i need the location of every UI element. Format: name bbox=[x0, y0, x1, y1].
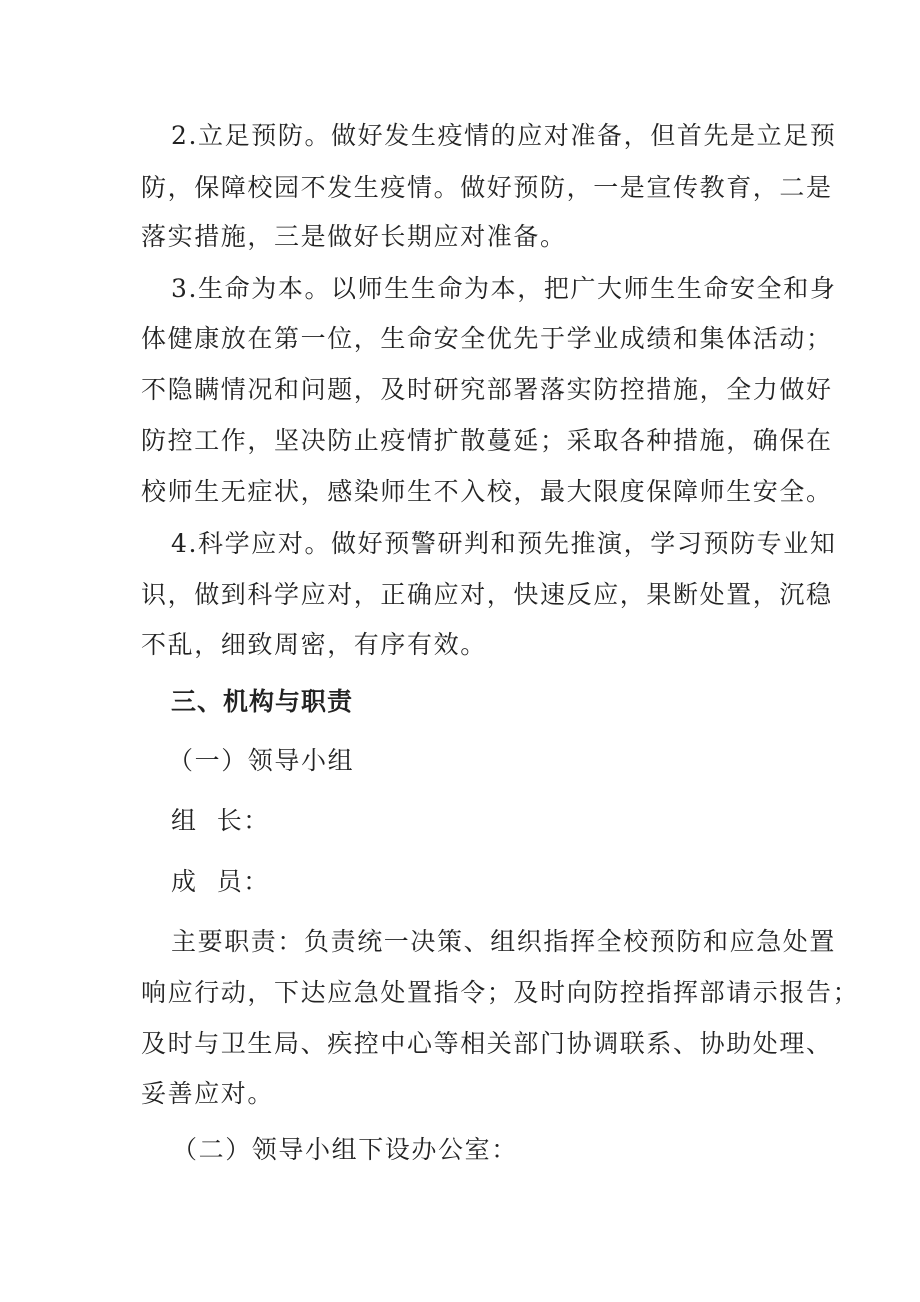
paragraph-4-line-3: 不乱，细致周密，有序有效。 bbox=[141, 630, 487, 659]
duties-line-3: 及时与卫生局、疾控中心等相关部门协调联系、协助处理、 bbox=[141, 1029, 833, 1058]
subsection-heading-2: （二）领导小组下设办公室： bbox=[172, 1135, 518, 1164]
duties-line-4: 妥善应对。 bbox=[141, 1079, 275, 1108]
paragraph-2-line-3: 落实措施，三是做好长期应对准备。 bbox=[141, 222, 567, 251]
duties-line-2: 响应行动，下达应急处置指令；及时向防控指挥部请示报告； bbox=[141, 978, 860, 1007]
paragraph-3-line-3: 不隐瞒情况和问题，及时研究部署落实防控措施，全力做好 bbox=[141, 375, 833, 404]
paragraph-2-line-2: 防，保障校园不发生疫情。做好预防，一是宣传教育，二是 bbox=[141, 173, 833, 202]
duties-line-1: 主要职责：负责统一决策、组织指挥全校预防和应急处置 bbox=[171, 927, 837, 956]
subsection-heading-1: （一）领导小组 bbox=[168, 746, 355, 775]
members-label: 成 员： bbox=[171, 867, 270, 896]
section-heading: 三、机构与职责 bbox=[171, 687, 354, 716]
paragraph-2-line-1: 2.立足预防。做好发生疫情的应对准备，但首先是立足预 bbox=[171, 121, 837, 150]
paragraph-3-line-4: 防控工作，坚决防止疫情扩散蔓延；采取各种措施，确保在 bbox=[141, 426, 833, 455]
paragraph-4-line-2: 识，做到科学应对，正确应对，快速反应，果断处置，沉稳 bbox=[141, 580, 833, 609]
paragraph-3-line-5: 校师生无症状，感染师生不入校，最大限度保障师生安全。 bbox=[141, 477, 833, 506]
leader-label: 组 长： bbox=[171, 806, 270, 835]
paragraph-3-line-1: 3.生命为本。以师生生命为本，把广大师生生命安全和身 bbox=[171, 274, 837, 303]
paragraph-4-line-1: 4.科学应对。做好预警研判和预先推演，学习预防专业知 bbox=[171, 529, 837, 558]
paragraph-3-line-2: 体健康放在第一位，生命安全优先于学业成绩和集体活动； bbox=[141, 324, 833, 353]
